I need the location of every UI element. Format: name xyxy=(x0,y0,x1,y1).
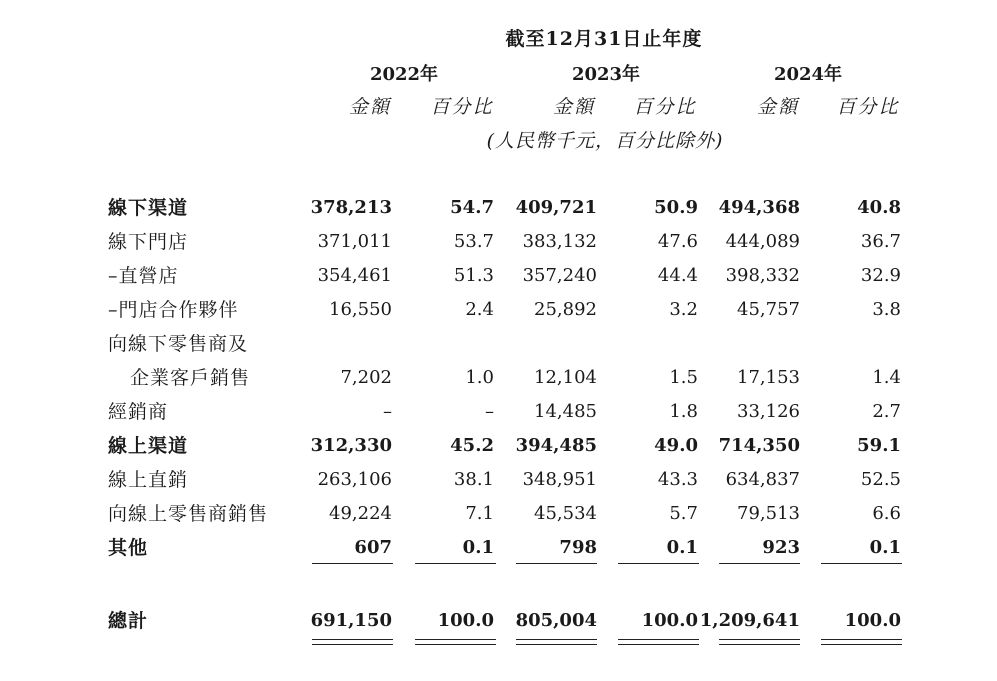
percent-cell: 36.7 xyxy=(860,231,901,252)
amount-cell: – xyxy=(383,401,392,422)
percent-cell: 52.5 xyxy=(860,469,901,490)
amount-cell: 357,240 xyxy=(522,265,597,286)
amount-cell: 25,892 xyxy=(534,299,597,320)
percent-cell: 50.9 xyxy=(654,197,698,218)
percent-cell: 1.8 xyxy=(669,401,698,422)
percent-subheading: 百分比 xyxy=(836,96,900,118)
percent-cell: 3.2 xyxy=(669,299,698,320)
amount-cell: 79,513 xyxy=(737,503,800,524)
table-row xyxy=(0,327,997,361)
amount-cell: 45,534 xyxy=(534,503,597,524)
table-row xyxy=(0,191,997,225)
amount-cell: 383,132 xyxy=(522,231,597,252)
table-row xyxy=(0,429,997,463)
percent-cell: 0.1 xyxy=(666,537,698,558)
total-label: 總計 xyxy=(108,610,149,632)
total-rule xyxy=(821,639,902,640)
year-2024-heading: 2024年 xyxy=(773,64,843,85)
total-cell: 691,150 xyxy=(310,610,392,631)
percent-cell: 38.1 xyxy=(453,469,494,490)
percent-cell: 7.1 xyxy=(465,503,494,524)
row-label: 線上直銷 xyxy=(108,469,189,491)
percent-cell: 1.0 xyxy=(465,367,494,388)
amount-cell: 607 xyxy=(354,537,392,558)
amount-subheading: 金額 xyxy=(348,96,392,118)
table-row xyxy=(0,361,997,395)
total-rule xyxy=(719,639,800,640)
percent-cell: 5.7 xyxy=(669,503,698,524)
percent-cell: 3.8 xyxy=(872,299,901,320)
total-rule xyxy=(415,639,496,640)
total-cell: 100.0 xyxy=(641,610,698,631)
row-label: 企業客戶銷售 xyxy=(130,367,251,389)
row-label: 其他 xyxy=(108,537,149,559)
table-row xyxy=(0,531,997,565)
amount-cell: 12,104 xyxy=(534,367,597,388)
total-rule xyxy=(618,644,699,645)
percent-cell: 54.7 xyxy=(450,197,494,218)
amount-cell: 17,153 xyxy=(737,367,800,388)
table-row xyxy=(0,497,997,531)
total-rule xyxy=(821,644,902,645)
amount-subheading: 金額 xyxy=(552,96,596,118)
amount-cell: 923 xyxy=(762,537,800,558)
percent-cell: 32.9 xyxy=(860,265,901,286)
percent-cell: 43.3 xyxy=(657,469,698,490)
percent-cell: 1.4 xyxy=(872,367,901,388)
row-label: 線上渠道 xyxy=(108,435,189,457)
row-label: –門店合作夥伴 xyxy=(108,299,239,321)
table-row xyxy=(0,293,997,327)
period-heading: 截至12月31日止年度 xyxy=(505,28,703,50)
row-label: 向線下零售商及 xyxy=(108,333,249,355)
total-rule xyxy=(312,644,393,645)
amount-cell: 33,126 xyxy=(737,401,800,422)
percent-cell: 40.8 xyxy=(857,197,901,218)
amount-subheading: 金額 xyxy=(756,96,800,118)
amount-cell: 494,368 xyxy=(718,197,800,218)
percent-subheading: 百分比 xyxy=(633,96,697,118)
subtotal-rule xyxy=(821,563,902,564)
amount-cell: 16,550 xyxy=(329,299,392,320)
row-label: 向線上零售商銷售 xyxy=(108,503,269,525)
percent-cell: 49.0 xyxy=(654,435,698,456)
total-cell: 1,209,641 xyxy=(699,610,800,631)
amount-cell: 49,224 xyxy=(329,503,392,524)
percent-cell: 0.1 xyxy=(869,537,901,558)
amount-cell: 45,757 xyxy=(737,299,800,320)
percent-cell: 59.1 xyxy=(857,435,901,456)
amount-cell: 409,721 xyxy=(515,197,597,218)
subtotal-rule xyxy=(516,563,597,564)
percent-cell: 2.7 xyxy=(872,401,901,422)
total-row xyxy=(0,604,997,638)
total-rule xyxy=(618,639,699,640)
total-rule xyxy=(516,639,597,640)
amount-cell: 634,837 xyxy=(725,469,800,490)
row-label: –直營店 xyxy=(108,265,179,287)
row-label: 線下渠道 xyxy=(108,197,189,219)
total-rule xyxy=(312,639,393,640)
amount-cell: 263,106 xyxy=(317,469,392,490)
percent-cell: 47.6 xyxy=(657,231,698,252)
amount-cell: 354,461 xyxy=(317,265,392,286)
percent-cell: 53.7 xyxy=(453,231,494,252)
table-row xyxy=(0,395,997,429)
subtotal-rule xyxy=(415,563,496,564)
percent-subheading: 百分比 xyxy=(430,96,494,118)
table-row xyxy=(0,259,997,293)
subtotal-rule xyxy=(312,563,393,564)
amount-cell: 714,350 xyxy=(718,435,800,456)
amount-cell: 7,202 xyxy=(340,367,392,388)
percent-cell: 44.4 xyxy=(657,265,698,286)
amount-cell: 398,332 xyxy=(725,265,800,286)
percent-cell: 45.2 xyxy=(450,435,494,456)
percent-cell: 6.6 xyxy=(872,503,901,524)
unit-note: (人民幣千元，百分比除外) xyxy=(486,130,724,152)
subtotal-rule xyxy=(618,563,699,564)
year-2023-heading: 2023年 xyxy=(571,64,641,85)
amount-cell: 378,213 xyxy=(310,197,392,218)
amount-cell: 394,485 xyxy=(515,435,597,456)
amount-cell: 371,011 xyxy=(317,231,392,252)
percent-cell: 51.3 xyxy=(453,265,494,286)
amount-cell: 798 xyxy=(559,537,597,558)
percent-cell: 1.5 xyxy=(669,367,698,388)
total-cell: 805,004 xyxy=(515,610,597,631)
total-rule xyxy=(719,644,800,645)
table-row xyxy=(0,225,997,259)
percent-cell: 0.1 xyxy=(462,537,494,558)
amount-cell: 14,485 xyxy=(534,401,597,422)
total-rule xyxy=(415,644,496,645)
subtotal-rule xyxy=(719,563,800,564)
year-2022-heading: 2022年 xyxy=(369,64,439,85)
table-row xyxy=(0,463,997,497)
total-cell: 100.0 xyxy=(844,610,901,631)
amount-cell: 312,330 xyxy=(310,435,392,456)
total-cell: 100.0 xyxy=(437,610,494,631)
row-label: 線下門店 xyxy=(108,231,189,253)
percent-cell: – xyxy=(485,401,494,422)
amount-cell: 444,089 xyxy=(725,231,800,252)
amount-cell: 348,951 xyxy=(522,469,597,490)
row-label: 經銷商 xyxy=(108,401,169,423)
total-rule xyxy=(516,644,597,645)
percent-cell: 2.4 xyxy=(465,299,494,320)
